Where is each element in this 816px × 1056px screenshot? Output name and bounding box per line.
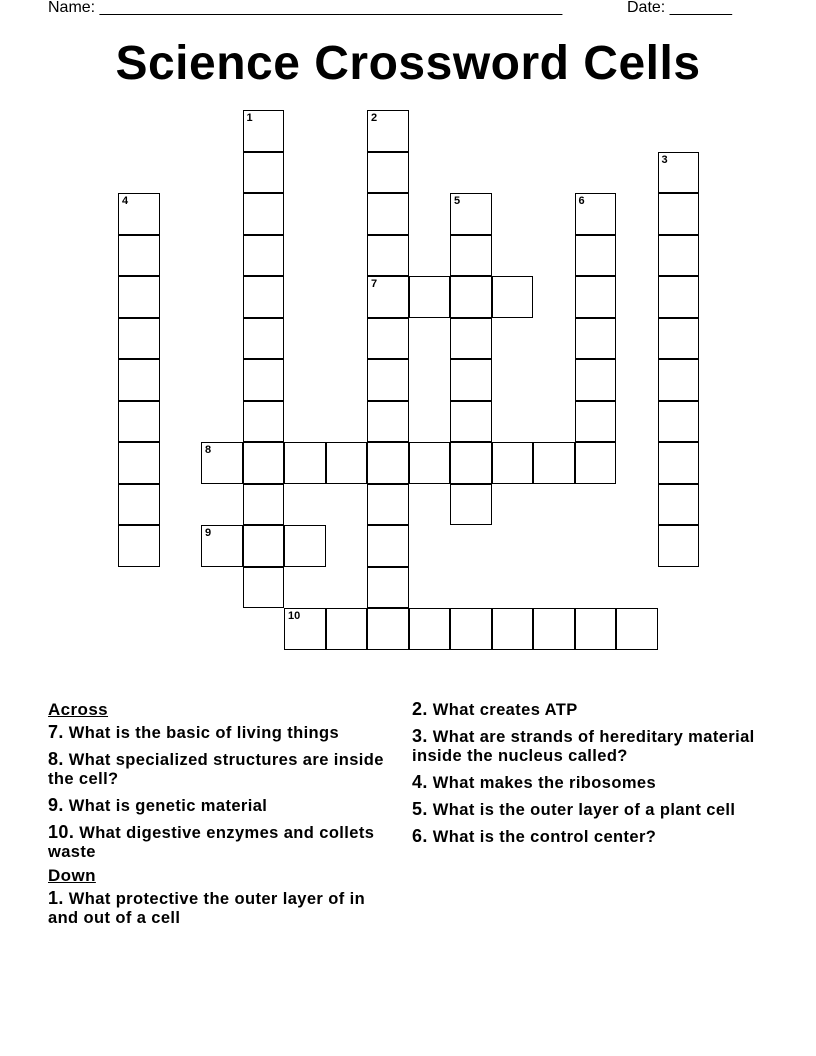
grid-cell[interactable] [450, 235, 492, 277]
grid-cell[interactable] [243, 193, 285, 235]
clue-number: 7. [48, 722, 64, 742]
grid-cell[interactable] [367, 193, 409, 235]
grid-cell[interactable] [243, 318, 285, 360]
clue-down-2 [412, 700, 762, 720]
clue-text: What is genetic material [68, 797, 268, 815]
grid-cell[interactable] [118, 525, 160, 567]
grid-cell[interactable] [492, 608, 534, 650]
grid-cell[interactable] [658, 442, 700, 484]
grid-cell[interactable] [284, 608, 326, 650]
grid-cell[interactable] [284, 525, 326, 567]
clue-text: What is the control center? [432, 828, 657, 846]
grid-cell[interactable] [533, 442, 575, 484]
clue-down-3 [412, 727, 762, 766]
grid-cell[interactable] [658, 484, 700, 526]
grid-cell[interactable] [658, 193, 700, 235]
grid-cell[interactable] [201, 442, 243, 484]
grid-cell[interactable] [658, 401, 700, 443]
grid-cell[interactable] [450, 442, 492, 484]
clue-number: 9. [48, 795, 64, 815]
clue-text: What digestive enzymes and collets waste [48, 824, 375, 861]
clue-number: 10. [48, 822, 75, 842]
cell-number: 6 [578, 195, 585, 207]
clue-number: 6. [412, 826, 428, 846]
clue-down-5 [412, 800, 762, 820]
grid-cell[interactable] [575, 235, 617, 277]
grid-cell[interactable] [367, 235, 409, 277]
grid-cell[interactable] [118, 193, 160, 235]
clue-down-6 [412, 827, 762, 847]
clues-left-column [48, 700, 398, 935]
grid-cell[interactable] [118, 276, 160, 318]
grid-cell[interactable] [201, 525, 243, 567]
grid-cell[interactable] [243, 567, 285, 609]
clue-number: 2. [412, 699, 428, 719]
grid-cell[interactable] [409, 608, 451, 650]
grid-cell[interactable] [367, 442, 409, 484]
cell-number: 10 [288, 610, 301, 622]
grid-cell[interactable] [367, 484, 409, 526]
grid-cell[interactable] [450, 484, 492, 526]
grid-cell[interactable] [243, 152, 285, 194]
grid-cell[interactable] [575, 608, 617, 650]
grid-cell[interactable] [575, 401, 617, 443]
clue-text: What is the outer layer of a plant cell [432, 801, 736, 819]
clue-text: What makes the ribosomes [432, 774, 657, 792]
clue-number: 8. [48, 749, 64, 769]
grid-cell[interactable] [450, 608, 492, 650]
grid-cell[interactable] [367, 152, 409, 194]
grid-cell[interactable] [326, 442, 368, 484]
grid-cell[interactable] [575, 276, 617, 318]
grid-cell[interactable] [367, 110, 409, 152]
grid-cell[interactable] [658, 152, 700, 194]
grid-cell[interactable] [575, 359, 617, 401]
grid-cell[interactable] [658, 276, 700, 318]
across-heading: Across [48, 700, 109, 719]
cell-number: 8 [205, 444, 212, 456]
grid-cell[interactable] [367, 359, 409, 401]
clue-across-8 [48, 750, 398, 789]
clue-text: What specialized structures are inside the cell? [48, 751, 384, 788]
grid-cell[interactable] [243, 525, 285, 567]
grid-cell[interactable] [658, 235, 700, 277]
clue-text: What creates ATP [432, 701, 578, 719]
grid-cell[interactable] [118, 442, 160, 484]
grid-cell[interactable] [450, 318, 492, 360]
grid-cell[interactable] [326, 608, 368, 650]
grid-cell[interactable] [658, 359, 700, 401]
clue-number: 1. [48, 888, 64, 908]
grid-cell[interactable] [243, 110, 285, 152]
clue-across-9 [48, 796, 398, 816]
clue-number: 4. [412, 772, 428, 792]
clue-text: What protective the outer layer of in and out of a cell [48, 890, 366, 927]
grid-cell[interactable] [450, 193, 492, 235]
grid-cell[interactable] [492, 276, 534, 318]
grid-cell[interactable] [575, 442, 617, 484]
down-heading: Down [48, 866, 96, 885]
grid-cell[interactable] [118, 484, 160, 526]
clue-text: What are strands of hereditary material inside the nucleus called? [412, 728, 755, 765]
cell-number: 5 [454, 195, 461, 207]
clue-down-4 [412, 773, 762, 793]
clue-across-7 [48, 723, 398, 743]
grid-cell[interactable] [409, 442, 451, 484]
grid-cell[interactable] [492, 442, 534, 484]
grid-cell[interactable] [243, 442, 285, 484]
grid-cell[interactable] [658, 525, 700, 567]
page-title: Science Crossword Cells [115, 37, 701, 90]
grid-cell[interactable] [367, 318, 409, 360]
clue-number: 3. [412, 726, 428, 746]
cell-number: 4 [122, 195, 129, 207]
grid-cell[interactable] [616, 608, 658, 650]
grid-cell[interactable] [409, 276, 451, 318]
date-field-label: Date: _______ [627, 0, 732, 16]
grid-cell[interactable] [284, 442, 326, 484]
cell-number: 3 [661, 153, 668, 166]
grid-cell[interactable] [243, 359, 285, 401]
grid-cell[interactable] [450, 401, 492, 443]
clue-down-1 [48, 889, 398, 928]
grid-cell[interactable] [367, 401, 409, 443]
grid-cell[interactable] [367, 608, 409, 650]
grid-cell[interactable] [367, 276, 409, 318]
grid-cell[interactable] [243, 484, 285, 526]
grid-cell[interactable] [450, 359, 492, 401]
grid-cell[interactable] [243, 235, 285, 277]
cell-number: 9 [205, 527, 212, 539]
grid-cell[interactable] [118, 401, 160, 443]
grid-cell[interactable] [450, 276, 492, 318]
grid-cell[interactable] [575, 318, 617, 360]
grid-cell[interactable] [118, 359, 160, 401]
grid-cell[interactable] [118, 235, 160, 277]
cell-number: 2 [371, 112, 378, 124]
grid-cell[interactable] [243, 276, 285, 318]
grid-cell[interactable] [118, 318, 160, 360]
grid-cell[interactable] [367, 525, 409, 567]
clue-text: What is the basic of living things [68, 724, 340, 742]
cell-number: 7 [371, 278, 378, 290]
grid-cell[interactable] [533, 608, 575, 650]
grid-cell[interactable] [243, 401, 285, 443]
name-field-label: Name: ____________________________________________________ [48, 0, 563, 16]
clue-number: 5. [412, 799, 428, 819]
grid-cell[interactable] [658, 318, 700, 360]
grid-cell[interactable] [575, 193, 617, 235]
clues-right-column [412, 700, 762, 854]
clue-across-10 [48, 823, 398, 862]
cell-number: 1 [246, 112, 253, 124]
grid-cell[interactable] [367, 567, 409, 609]
